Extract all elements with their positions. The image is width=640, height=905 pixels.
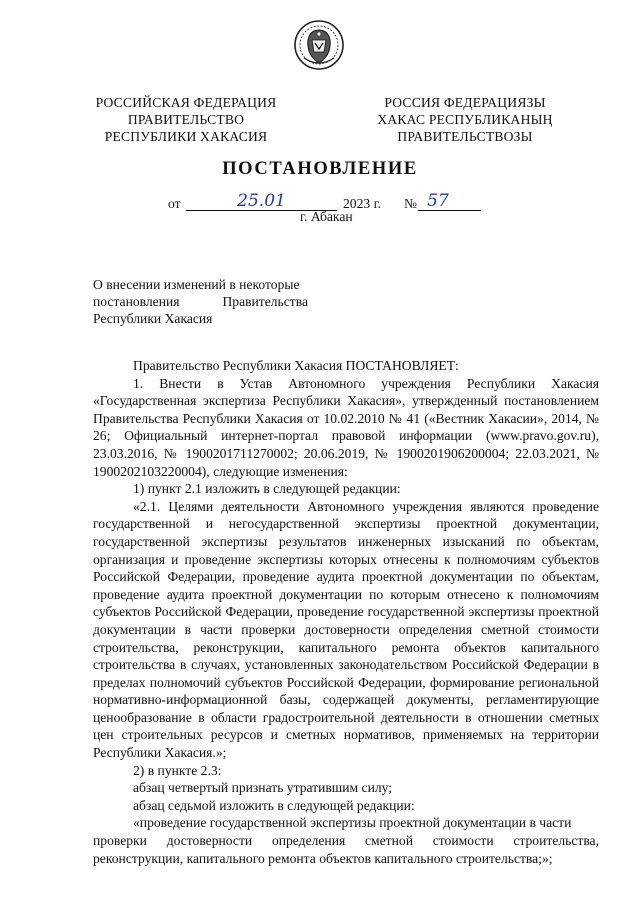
- number-field: [418, 193, 481, 211]
- subject-block: [93, 276, 308, 327]
- sub-item-2: 2) в пункте 2.3:: [133, 762, 222, 778]
- quoted-paragraph-7-line-3: реконструкции, капитального ремонта объектов капитального строительства;»;: [93, 850, 553, 866]
- sub-item-2-paragraph-b: абзац седьмой изложить в следующей редакции:: [133, 797, 415, 813]
- quoted-paragraph-7-line-1: «проведение государственной экспертизы проектной документации в части: [133, 815, 572, 831]
- subject-word-2: Правительства: [222, 294, 308, 309]
- document-body: [93, 357, 599, 867]
- header-left-line-2: ПРАВИТЕЛЬСТВО: [127, 112, 245, 127]
- header-right-line-3: ПРАВИТЕЛЬСТВОЗЫ: [397, 129, 533, 144]
- sub-item-1: 1) пункт 2.1 изложить в следующей редакции:: [133, 481, 401, 497]
- from-label: от: [168, 196, 181, 211]
- handwritten-number: 57: [427, 191, 449, 211]
- sub-item-2-paragraph-a: абзац четвертый признать утратившим силу;: [133, 780, 393, 796]
- header-left: [88, 94, 284, 145]
- preamble: Правительство Республики Хакасия ПОСТАНОВЛЯЕТ:: [133, 358, 459, 373]
- quoted-paragraph-7-line-2: проверки достоверности определения сметной стоимости строительства,: [93, 833, 599, 849]
- header-right-line-2: ХАКАС РЕСПУБЛИКАНЫҢ: [377, 112, 553, 127]
- city-label: г. Абакан: [300, 209, 353, 224]
- header-right-line-1: РОССИЯ ФЕДЕРАЦИЯЗЫ: [384, 95, 546, 110]
- subject-line-2: [93, 293, 308, 310]
- number-label: №: [404, 196, 417, 211]
- header-left-line-3: РЕСПУБЛИКИ ХАКАСИЯ: [104, 129, 268, 144]
- subject-line-3: Республики Хакасия: [93, 311, 213, 326]
- subject-line-1: О внесении изменений в некоторые: [93, 277, 300, 292]
- coat-of-arms-icon: [292, 18, 346, 72]
- header-left-line-1: РОССИЙСКАЯ ФЕДЕРАЦИЯ: [95, 95, 277, 110]
- year-text: 2023 г.: [343, 196, 382, 211]
- document-title: ПОСТАНОВЛЕНИЕ: [222, 159, 418, 179]
- handwritten-date: 25.01: [237, 191, 286, 211]
- header-right: [360, 94, 570, 145]
- item-1-paragraph: 1. Внести в Устав Автономного учреждения Республики Хакасия «Государственная экспертиза Республики Хакасия», утвержденный постановлением Правительства Республики Хакасия от 10.02.2010 № 41 («Вестник Хакасии», 2014, № 26; Официальный интернет-портал правовой информации (www.pravo.gov.ru), 23.03.2016, № 1900201711270002; 20.06.2019, № 1900201906200004; 22.03.2021, № 1900202103220004), следующие изменения:: [93, 375, 599, 479]
- quoted-clause-2-1: «2.1. Целями деятельности Автономного учреждения являются проведение государственной и негосударственной экспертизы проектной документации, государственной экспертизы результатов инженерных изысканий по объектам, организация и проведение экспертизы которых отнесены к полномочиям субъектов Российской Федерации, проведение аудита проектной документации по объектам, проведение аудита проектной документации по которым отнесено к полномочиям субъектов Российской Федерации, проведение государственной экспертизы проектной документации в части проверки достоверности определения сметной стоимости строительства, реконструкции, капитального ремонта объектов капитального строительства в случаях, установленных законодательством Российской Федерации в пределах полномочий субъектов Российской Федерации, формирование региональной нормативно-информационной базы, содержащей документы, регламентирующие ценообразование в области градостроительной деятельности в отношении сметных цен строительных ресурсов и сметных нормативов, применяемых на территории Республики Хакасия.»;: [93, 498, 599, 761]
- subject-word-1: постановления: [93, 294, 180, 309]
